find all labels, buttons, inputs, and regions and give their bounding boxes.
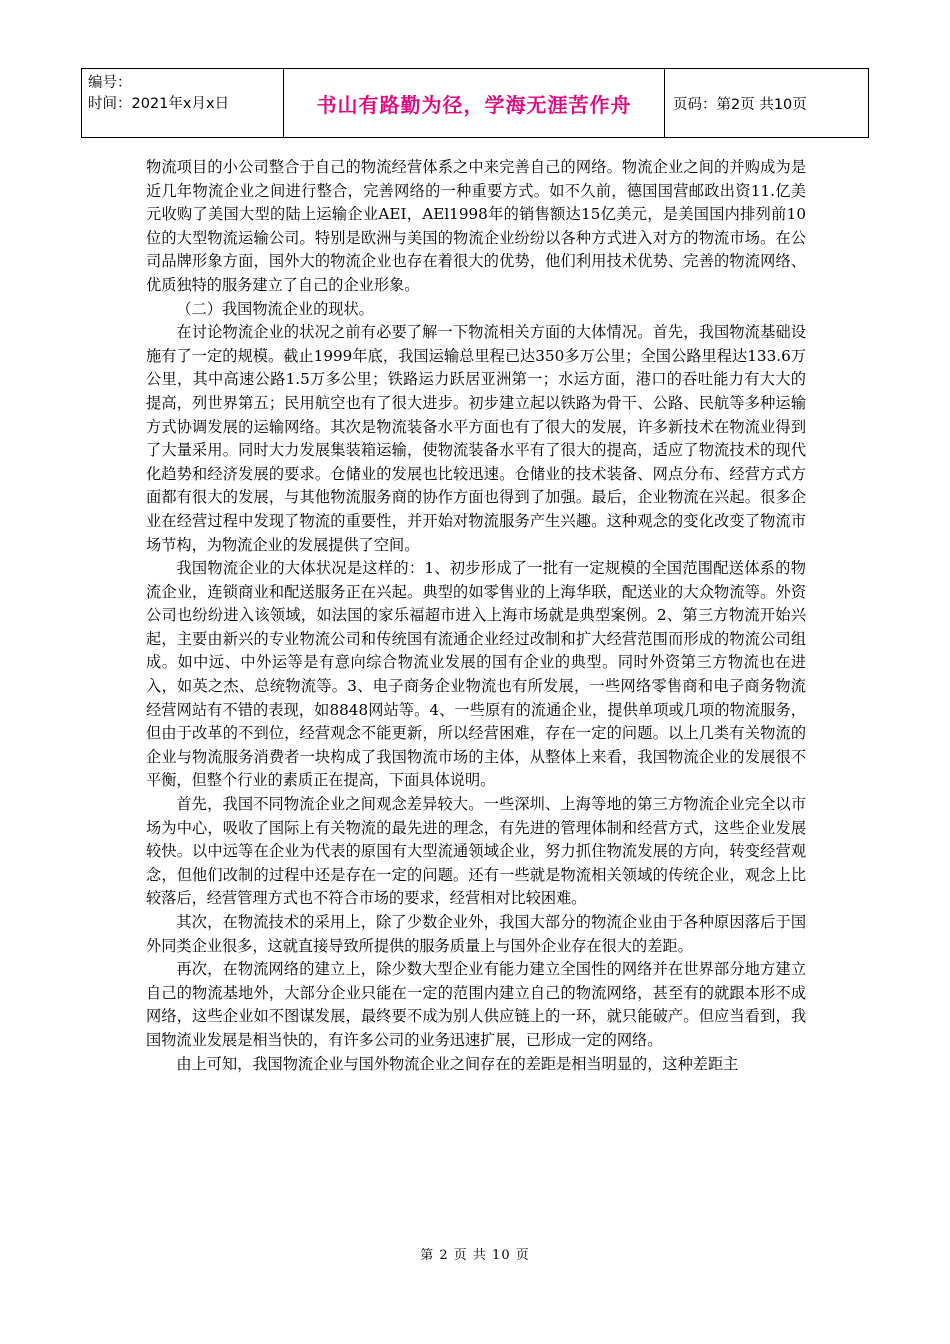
body-paragraph: 再次，在物流网络的建立上，除少数大型企业有能力建立全国性的网络并在世界部分地方建立自己的物流基地外，大部分企业只能在一定的范围内建立自己的物流网络，甚至有的就跟本形不成网络，这些企业如不图谋发展，最终要不成为别人供应链上的一环，就只能破产。但应当看到，我国物流业发展是相当快的，有许多公司的业务迅速扩展，已形成一定的网络。 (146, 960, 806, 1049)
header-motto: 书山有路勤为径，学海无涯苦作舟 (284, 69, 665, 138)
document-body (146, 156, 806, 1076)
document-date-label: 时间：2021年x月x日 (88, 96, 230, 112)
section-heading: （二）我国物流企业的现状。 (176, 299, 374, 318)
body-paragraph: 由上可知，我国物流企业与国外物流企业之间存在的差距是相当明显的，这种差距主 (176, 1054, 739, 1073)
body-paragraph: 物流项目的小公司整合于自己的物流经营体系之中来完善自己的网络。物流企业之间的并购成为是近几年物流企业之间进行整合，完善网络的一种重要方式。如不久前，德国国营邮政出资11.亿美元收购了美国大型的陆上运输企业AEI，AEl1998年的销售额达15亿美元，是美国国内排列前10位的大型物流运输公司。特别是欧洲与美国的物流企业纷纷以各种方式进入对方的物流市场。在公司品牌形象方面，国外大的物流企业也存在着很大的优势，他们利用技术优势、完善的物流网络、优质独特的服务建立了自己的企业形象。 (146, 158, 806, 294)
document-header (81, 68, 869, 138)
header-page-label: 页码：第2页 共10页 (665, 69, 869, 138)
body-paragraph: 其次，在物流技术的采用上，除了少数企业外，我国大部分的物流企业由于各种原因落后于国外同类企业很多，这就直接导致所提供的服务质量上与国外企业存在很大的差距。 (146, 913, 806, 955)
body-paragraph: 我国物流企业的大体状况是这样的：1、初步形成了一批有一定规模的全国范围配送体系的物流企业，连锁商业和配送服务正在兴起。典型的如零售业的上海华联，配送业的大众物流等。外资公司也纷纷进入该领域，如法国的家乐福超市进入上海市场就是典型案例。2、第三方物流开始兴起，主要由新兴的专业物流公司和传统国有流通企业经过改制和扩大经营范围而形成的物流公司组成。如中远、中外运等是有意向综合物流业发展的国有企业的典型。同时外资第三方物流也在进入，如英之杰、总统物流等。3、电子商务企业物流也有所发展，一些网络零售商和电子商务物流经营网站有不错的表现，如8848网站等。4、一些原有的流通企业，提供单项或几项的物流服务，但由于改革的不到位，经营观念不能更新，所以经营困难，存在一定的问题。以上几类有关物流的企业与物流服务消费者一块构成了我国物流市场的主体，从整体上来看，我国物流企业的发展很不平衡，但整个行业的素质正在提高，下面具体说明。 (146, 559, 806, 790)
page-footer: 第 2 页 共 10 页 (420, 1248, 530, 1263)
document-number-label: 编号： (88, 75, 132, 91)
body-paragraph: 在讨论物流企业的状况之前有必要了解一下物流相关方面的大体情况。首先，我国物流基础设施有了一定的规模。截止1999年底，我国运输总里程已达350多万公里；全国公路里程达133.6万公里，其中高速公路1.5万多公里；铁路运力跃居亚洲第一；水运方面，港口的吞吐能力有大大的提高，列世界第五；民用航空也有了很大进步。初步建立起以铁路为骨干、公路、民航等多种运输方式协调发展的运输网络。其次是物流装备水平方面也有了很大的发展，许多新技术在物流业得到了大量采用。同时大力发展集装箱运输，使物流装备水平有了很大的提高，适应了物流技术的现代化趋势和经济发展的要求。仓储业的发展也比较迅速。仓储业的技术装备、网点分布、经营方式方面都有很大的发展，与其他物流服务商的协作方面也得到了加强。最后，企业物流在兴起。很多企业在经营过程中发现了物流的重要性，并开始对物流服务产生兴趣。这种观念的变化改变了物流市场节构，为物流企业的发展提供了空间。 (146, 323, 806, 554)
header-meta-cell (82, 69, 284, 138)
body-paragraph: 首先，我国不同物流企业之间观念差异较大。一些深圳、上海等地的第三方物流企业完全以市场为中心，吸收了国际上有关物流的最先进的理念，有先进的管理体制和经营方式，这些企业发展较快。以中远等在企业为代表的原国有大型流通领域企业，努力抓住物流发展的方向，转变经营观念，但他们改制的过程中还是存在一定的问题。还有一些就是物流相关领域的传统企业，观念上比较落后，经营管理方式也不符合市场的要求，经营相对比较困难。 (146, 795, 806, 908)
